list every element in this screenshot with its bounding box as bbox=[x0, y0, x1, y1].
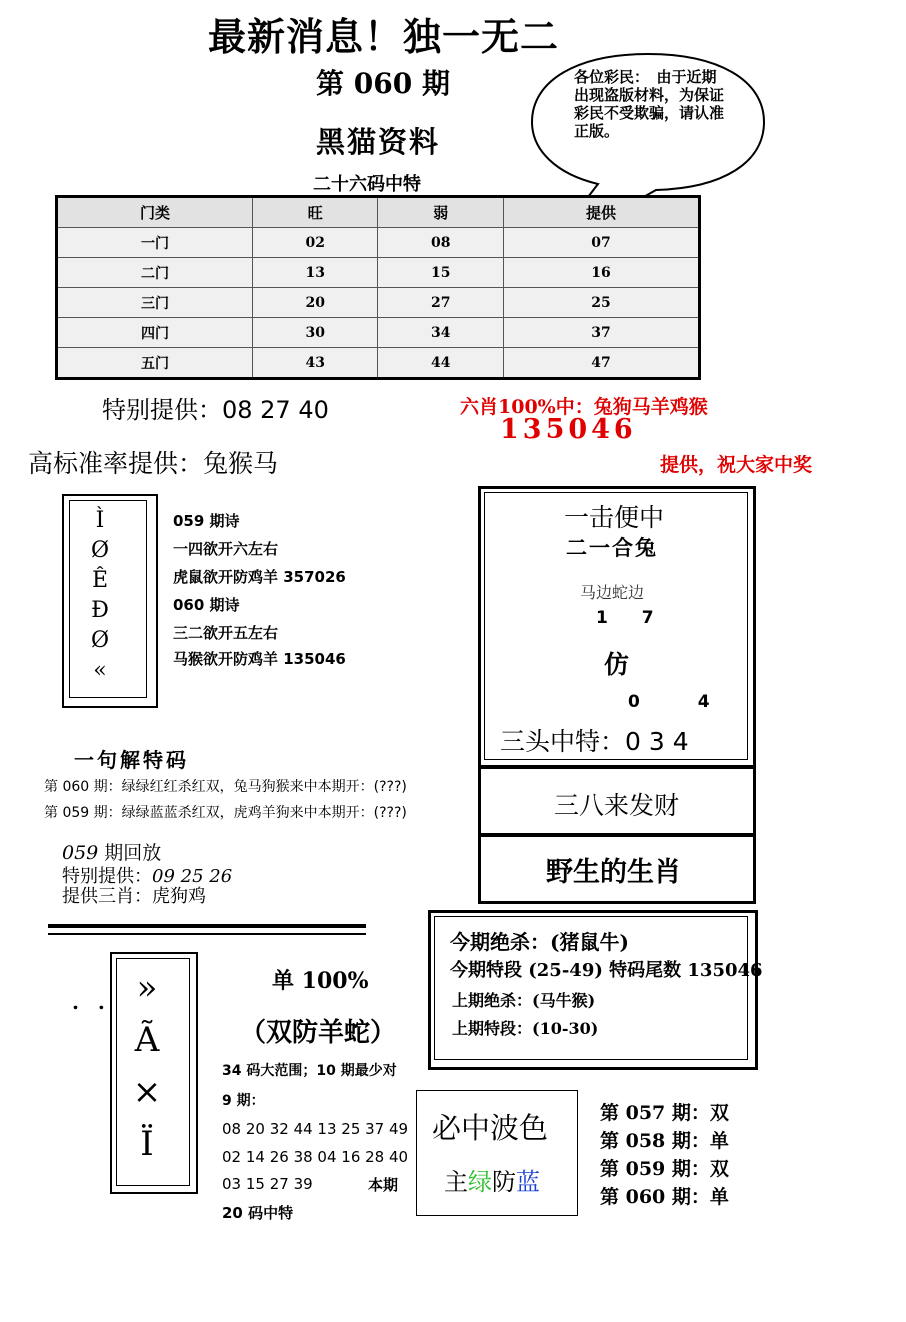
table-cell: 一门 bbox=[57, 228, 253, 258]
subtitle: 黑猫资料 bbox=[316, 125, 441, 159]
three-eight-text: 三八来发财 bbox=[554, 791, 680, 820]
table-cell: 25 bbox=[503, 288, 699, 318]
glyph: » bbox=[136, 968, 158, 1008]
table-cell: 三门 bbox=[57, 288, 253, 318]
wave-mid: 防 bbox=[492, 1168, 516, 1196]
history-item: 第 058 期：单 bbox=[600, 1130, 729, 1152]
table-cell: 47 bbox=[503, 348, 699, 379]
table-caption: 二十六码中特 bbox=[313, 174, 421, 195]
history-item: 第 060 期：单 bbox=[600, 1186, 729, 1208]
vertical-glyphs-2 bbox=[132, 962, 162, 1170]
table-cell: 34 bbox=[378, 318, 503, 348]
single-100: 单 100% bbox=[272, 968, 369, 994]
table-cell: 二门 bbox=[57, 258, 253, 288]
recap-title-num: 059 bbox=[62, 842, 99, 864]
recap-zodiac: 提供三肖：虎狗鸡 bbox=[62, 886, 206, 907]
code-20-text: 20 码中特 bbox=[222, 1204, 294, 1222]
number-row: 02 14 26 38 04 16 28 40 bbox=[222, 1148, 409, 1166]
one-hit-hint: 马边蛇边 bbox=[580, 583, 645, 602]
table-cell: 四门 bbox=[57, 318, 253, 348]
header-category: 门类 bbox=[57, 197, 253, 228]
wild-zodiac-text: 野生的生肖 bbox=[546, 857, 681, 888]
table-row bbox=[57, 228, 700, 258]
one-hit-numbers-1: 1 7 bbox=[596, 608, 668, 628]
table-row bbox=[57, 258, 700, 288]
glyph: Ì bbox=[95, 508, 105, 533]
table-cell: 30 bbox=[253, 318, 378, 348]
history-item: 第 059 期：双 bbox=[600, 1158, 729, 1180]
special-offer: 特别提供：08 27 40 bbox=[102, 396, 329, 424]
kill-line-4: 上期特段：(10-30) bbox=[452, 1019, 599, 1038]
wish-text: 提供，祝大家中奖 bbox=[660, 454, 813, 476]
table-cell: 20 bbox=[253, 288, 378, 318]
header-weak: 弱 bbox=[378, 197, 503, 228]
recap-special-label: 特别提供： bbox=[62, 866, 152, 887]
wave-color-title: 必中波色 bbox=[432, 1111, 549, 1145]
kill-line-2: 今期特段 (25-49) 特码尾数 135046 bbox=[450, 960, 763, 981]
one-sentence-060: 第 060 期：绿绿红红杀红双，兔马狗猴来中本期开：(???) bbox=[44, 779, 407, 795]
table-cell: 02 bbox=[253, 228, 378, 258]
table-cell: 08 bbox=[378, 228, 503, 258]
table-cell: 07 bbox=[503, 228, 699, 258]
dots: . . bbox=[72, 990, 111, 1014]
six-zodiac-line: 六肖100%中：兔狗马羊鸡猴 bbox=[460, 396, 708, 418]
one-hit-fang: 仿 bbox=[604, 650, 630, 679]
glyph: Ï bbox=[140, 1124, 154, 1164]
recap-special-nums: 09 25 26 bbox=[152, 866, 233, 887]
glyph: Ð bbox=[91, 598, 109, 623]
issues-text: 9 期： bbox=[222, 1093, 265, 1109]
page-title: 最新消息！独一无二 bbox=[208, 14, 560, 59]
poem-059-line1: 一四欲开六左右 bbox=[173, 540, 279, 558]
one-sentence-059: 第 059 期：绿绿蓝蓝杀红双，虎鸡羊狗来中本期开：(???) bbox=[44, 805, 407, 821]
one-hit-subtitle: 二一合兔 bbox=[566, 535, 658, 560]
glyph: Ã bbox=[134, 1020, 160, 1060]
range-text: 34 码大范围；10 期最少对 bbox=[222, 1063, 397, 1079]
one-sentence-title: 一句解特码 bbox=[74, 748, 189, 772]
history-item: 第 057 期：双 bbox=[600, 1102, 729, 1124]
one-hit-numbers-2: 0 4 bbox=[628, 692, 736, 712]
poem-059-title: 059 期诗 bbox=[173, 512, 240, 530]
recap-title-text: 期回放 bbox=[98, 842, 162, 864]
table-cell: 13 bbox=[253, 258, 378, 288]
poem-060-title: 060 期诗 bbox=[173, 596, 240, 614]
code-table bbox=[55, 195, 701, 380]
header-strong: 旺 bbox=[253, 197, 378, 228]
glyph: Ø bbox=[90, 538, 110, 563]
number-row: 08 20 32 44 13 25 37 49 bbox=[222, 1120, 409, 1138]
table-cell: 44 bbox=[378, 348, 503, 379]
bubble-notice: 各位彩民： 由于近期出现盗版材料，为保证彩民不受欺骗，请认准正版。 bbox=[574, 68, 724, 140]
wave-prefix: 主 bbox=[444, 1168, 468, 1196]
table-cell: 43 bbox=[253, 348, 378, 379]
this-issue-label: 本期 bbox=[368, 1176, 399, 1194]
poem-060-line1: 三二欲开五左右 bbox=[173, 624, 279, 642]
number-row: 03 15 27 39 bbox=[222, 1175, 313, 1193]
six-zodiac-numbers: 135046 bbox=[500, 414, 637, 445]
three-head-line: 三头中特：0 3 4 bbox=[500, 727, 689, 756]
table-row bbox=[57, 318, 700, 348]
table-cell: 五门 bbox=[57, 348, 253, 379]
glyph: Ø bbox=[90, 628, 110, 653]
vertical-glyphs bbox=[90, 506, 110, 686]
one-hit-title: 一击便中 bbox=[564, 503, 665, 532]
table-cell: 37 bbox=[503, 318, 699, 348]
wave-green: 绿 bbox=[468, 1168, 492, 1196]
glyph: « bbox=[93, 658, 107, 683]
table-cell: 15 bbox=[378, 258, 503, 288]
issue-number: 第 060 期 bbox=[316, 67, 450, 100]
kill-line-3: 上期绝杀：(马牛猴) bbox=[452, 991, 596, 1010]
wave-blue: 蓝 bbox=[516, 1168, 540, 1196]
table-row bbox=[57, 348, 700, 379]
header-provide: 提供 bbox=[503, 197, 699, 228]
table-cell: 27 bbox=[378, 288, 503, 318]
high-rate-offer: 高标准率提供：兔猴马 bbox=[28, 449, 279, 478]
table-cell: 16 bbox=[503, 258, 699, 288]
table-header-row bbox=[57, 197, 700, 228]
divider bbox=[48, 933, 366, 935]
table-row bbox=[57, 288, 700, 318]
poem-060-line2: 马猴欲开防鸡羊 135046 bbox=[173, 650, 346, 668]
divider bbox=[48, 924, 366, 928]
recap-title bbox=[62, 838, 161, 865]
glyph: × bbox=[132, 1072, 162, 1112]
kill-line-1: 今期绝杀：(猪鼠牛) bbox=[450, 930, 629, 954]
wave-color-main bbox=[444, 1162, 540, 1197]
glyph: Ê bbox=[91, 568, 109, 593]
poem-059-line2: 虎鼠欲开防鸡羊 357026 bbox=[173, 568, 346, 586]
double-guard: （双防羊蛇） bbox=[240, 1018, 397, 1048]
